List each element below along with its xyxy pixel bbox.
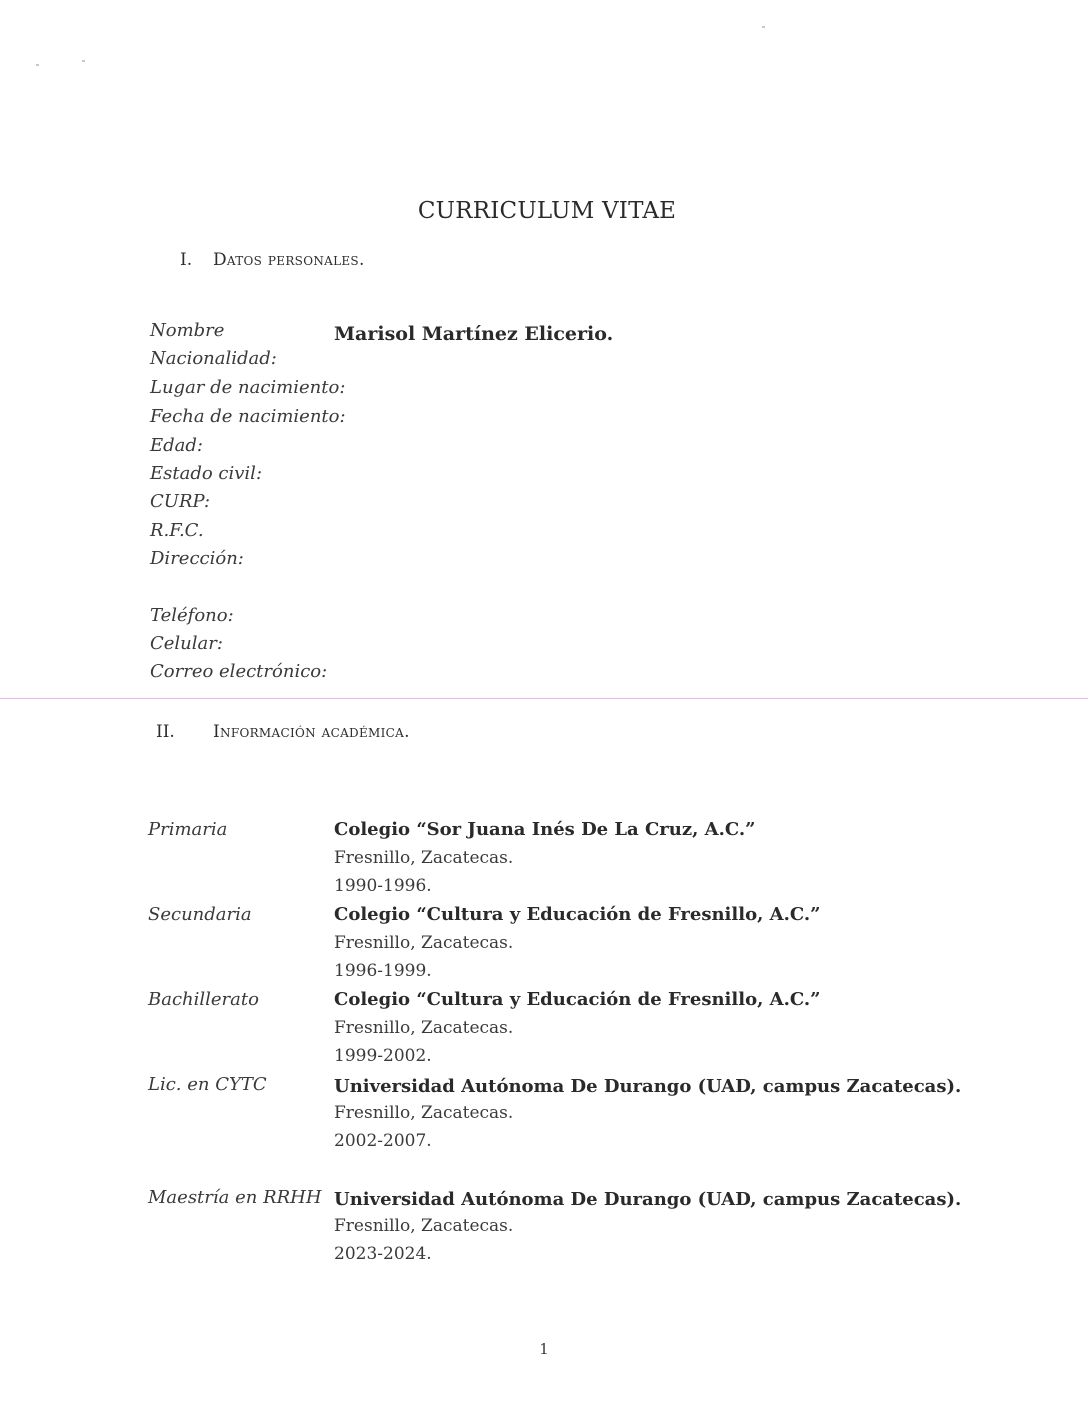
edu-years: 1996-1999. <box>334 961 432 981</box>
label-curp: CURP: <box>150 491 211 512</box>
edu-location: Fresnillo, Zacatecas. <box>334 1018 514 1038</box>
section-heading-personal-data <box>180 250 365 270</box>
label-estado-civil: Estado civil: <box>150 463 263 484</box>
edu-location: Fresnillo, Zacatecas. <box>334 848 514 868</box>
edu-years: 2023-2024. <box>334 1244 432 1264</box>
edu-level-maestria: Maestría en RRHH <box>148 1187 322 1208</box>
edu-years: 1999-2002. <box>334 1046 432 1066</box>
label-nombre: Nombre <box>150 320 225 341</box>
section-title: Información académica. <box>213 722 410 742</box>
edu-institution: Colegio “Cultura y Educación de Fresnillo, A.C.” <box>334 904 821 925</box>
section-number: II. <box>156 722 175 742</box>
label-correo: Correo electrónico: <box>150 661 328 682</box>
edu-location: Fresnillo, Zacatecas. <box>334 933 514 953</box>
scan-speck <box>36 64 39 66</box>
edu-location: Fresnillo, Zacatecas. <box>334 1216 514 1236</box>
edu-institution: Colegio “Sor Juana Inés De La Cruz, A.C.” <box>334 819 756 840</box>
section-number: I. <box>180 250 193 270</box>
page-divider <box>0 698 1088 699</box>
scan-speck <box>82 60 85 62</box>
label-celular: Celular: <box>150 633 223 654</box>
section-title: Datos personales. <box>213 250 365 270</box>
edu-level-bachillerato: Bachillerato <box>148 989 259 1010</box>
section-heading-academic-info <box>156 722 410 742</box>
edu-level-primaria: Primaria <box>148 819 228 840</box>
name-value: Marisol Martínez Elicerio. <box>334 323 614 345</box>
edu-years: 2002-2007. <box>334 1131 432 1151</box>
label-rfc: R.F.C. <box>150 520 204 541</box>
edu-institution: Universidad Autónoma De Durango (UAD, campus Zacatecas). <box>334 1076 962 1097</box>
scan-speck <box>762 26 765 28</box>
edu-location: Fresnillo, Zacatecas. <box>334 1103 514 1123</box>
label-telefono: Teléfono: <box>150 605 234 626</box>
edu-institution: Colegio “Cultura y Educación de Fresnillo, A.C.” <box>334 989 821 1010</box>
page-number: 1 <box>539 1340 549 1358</box>
document-title: CURRICULUM VITAE <box>417 198 677 224</box>
label-lugar-nacimiento: Lugar de nacimiento: <box>150 377 346 398</box>
edu-level-licenciatura: Lic. en CYTC <box>148 1074 267 1095</box>
label-fecha-nacimiento: Fecha de nacimiento: <box>150 406 346 427</box>
label-nacionalidad: Nacionalidad: <box>150 348 277 369</box>
label-direccion: Dirección: <box>150 548 244 569</box>
edu-years: 1990-1996. <box>334 876 432 896</box>
edu-level-secundaria: Secundaria <box>148 904 252 925</box>
label-edad: Edad: <box>150 435 203 456</box>
edu-institution: Universidad Autónoma De Durango (UAD, campus Zacatecas). <box>334 1189 962 1210</box>
